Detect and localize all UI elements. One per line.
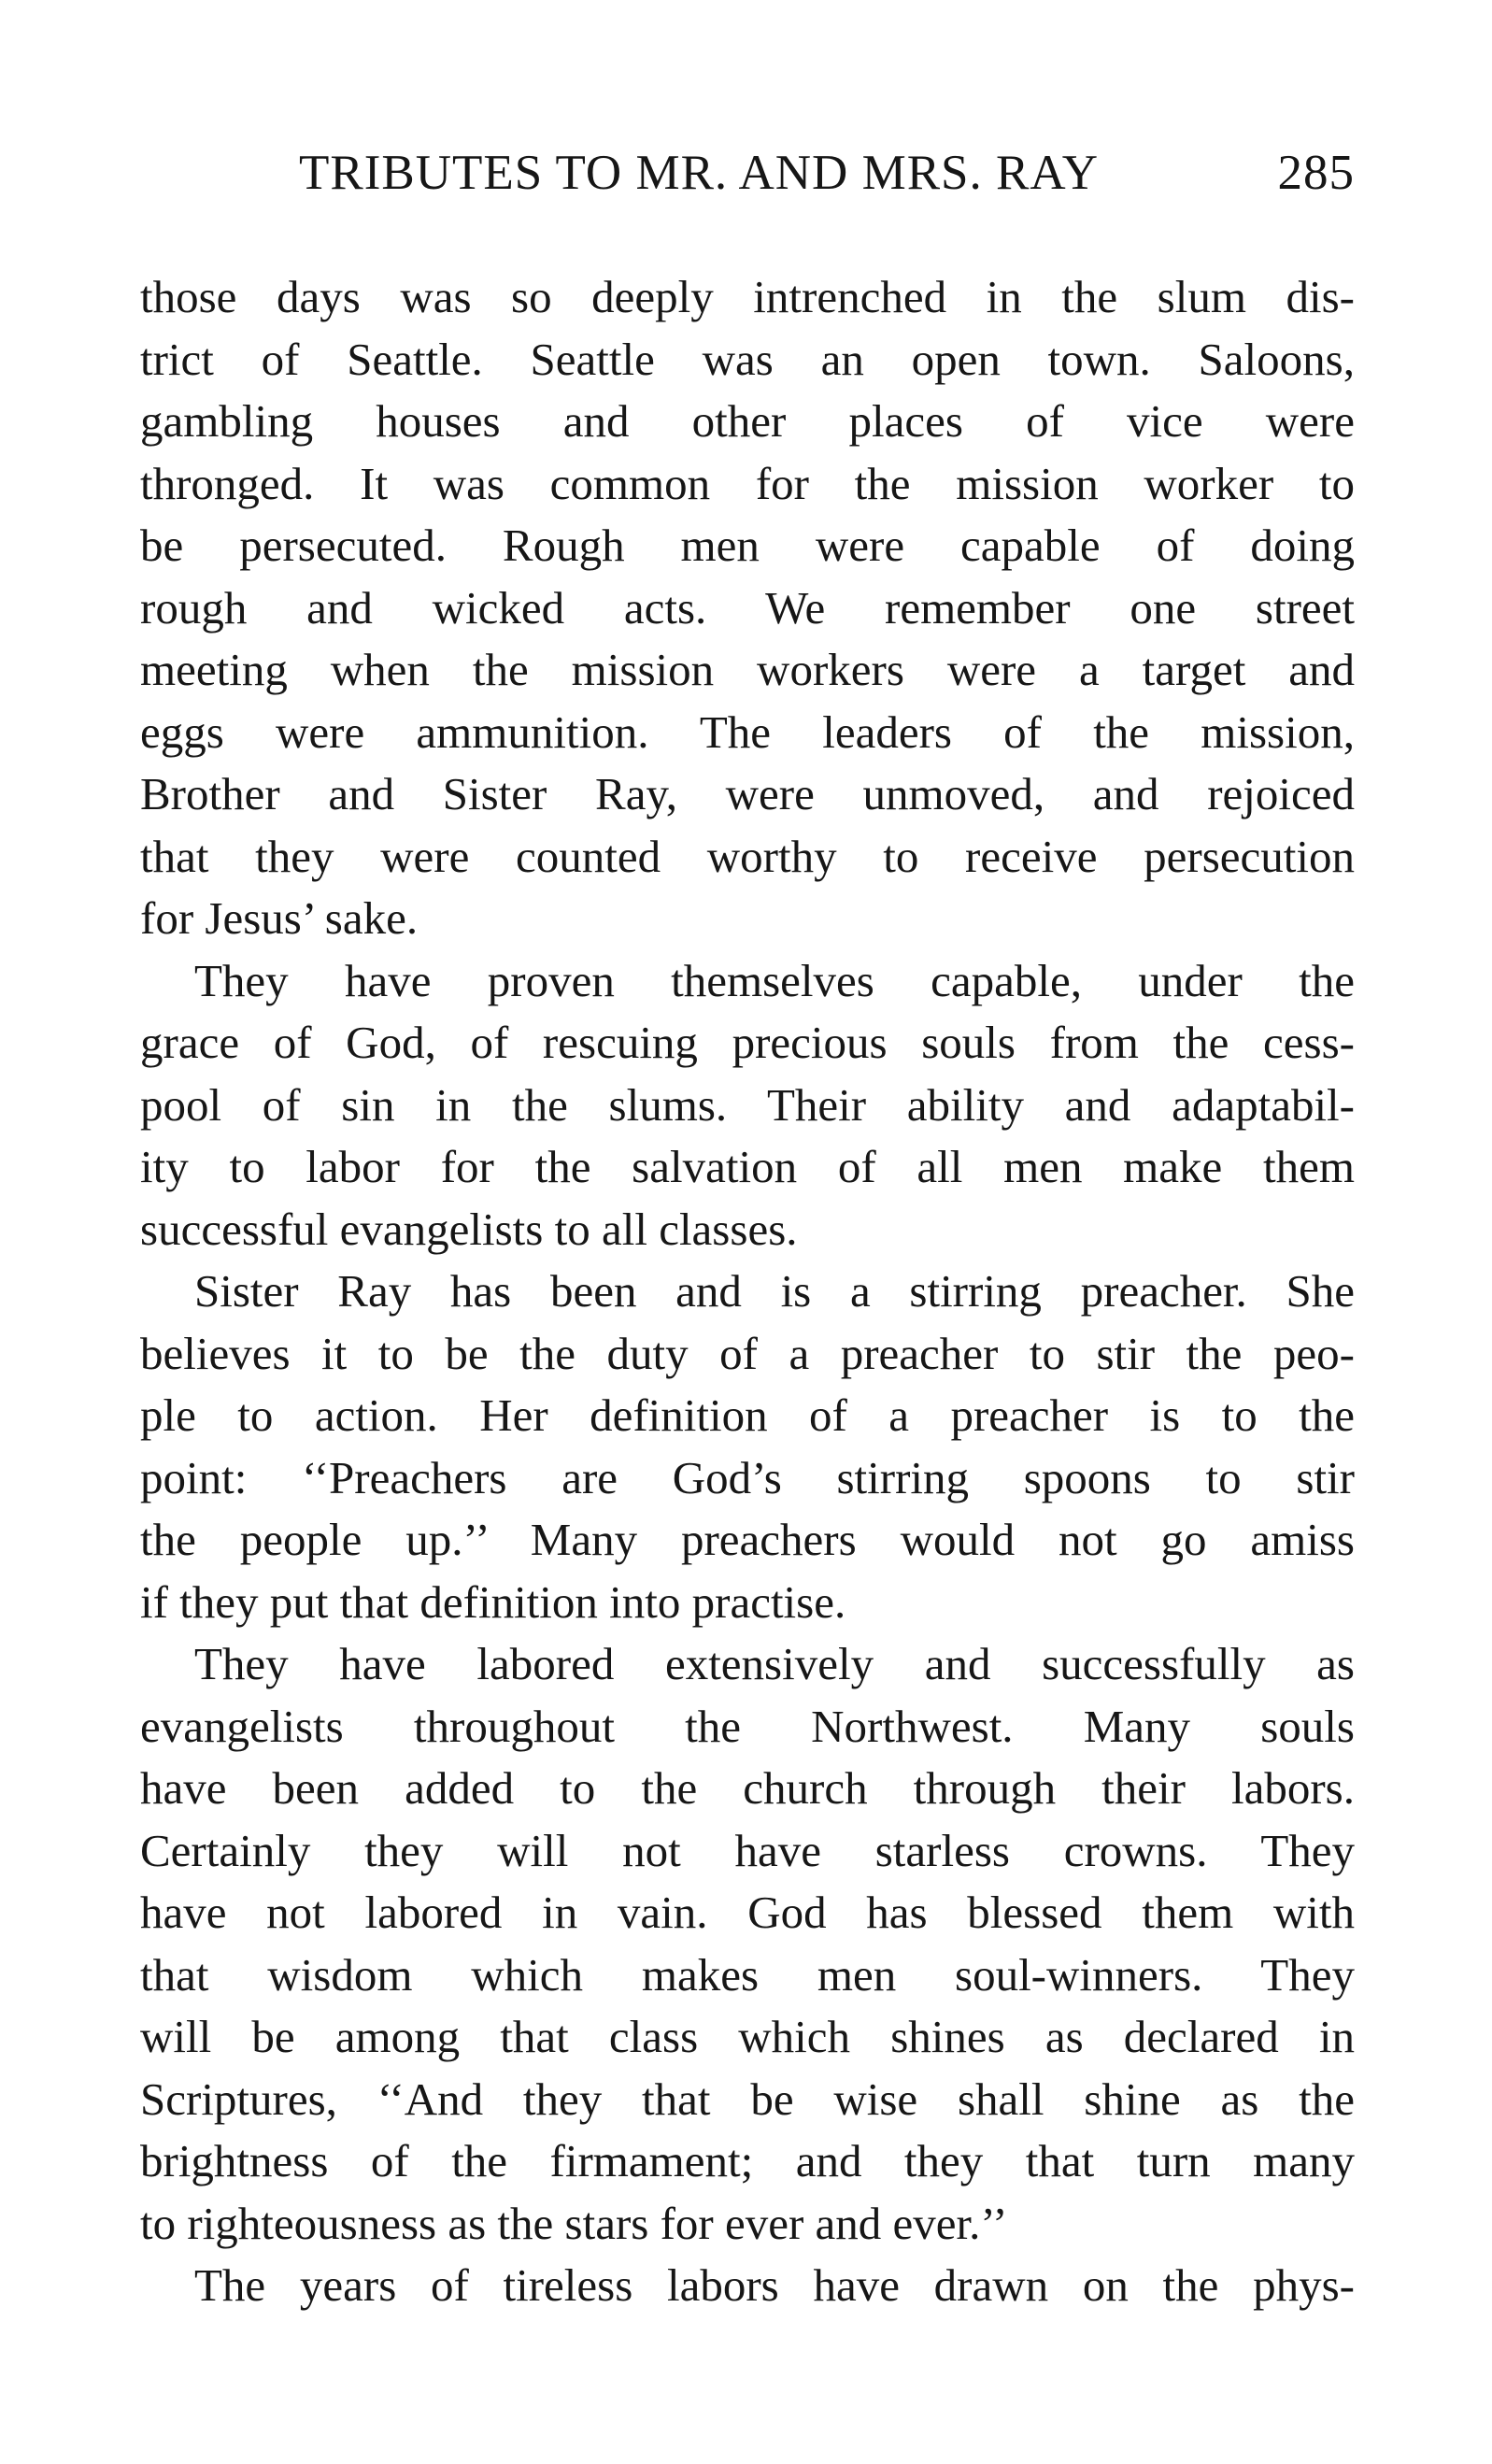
text-line: thronged. It was common for the mission worker to [140,457,1355,509]
text-line: They have labored extensively and successfully as [194,1638,1355,1689]
book-page [140,140,1355,2317]
paragraph [140,266,1355,950]
text-line: grace of God, of rescuing precious souls from the cess- [140,1017,1355,1068]
text-line: meeting when the mission workers were a target and [140,644,1355,695]
text-line: be persecuted. Rough men were capable of doing [140,520,1355,571]
text-line: They have proven themselves capable, under the [194,954,1355,1006]
text-line: have been added to the church through their labors. [140,1762,1355,1814]
text-line: if they put that definition into practise. [140,1575,846,1628]
text-line: ity to labor for the salvation of all men make them [140,1141,1355,1192]
paragraph [140,950,1355,1261]
text-line: trict of Seattle. Seattle was an open town. Saloons, [140,333,1355,385]
text-line: have not labored in vain. God has blessed them with [140,1887,1355,1938]
running-head [140,140,1355,206]
text-line: those days was so deeply intrenched in the slum dis- [140,271,1355,322]
text-line: pool of sin in the slums. Their ability and adaptabil- [140,1078,1355,1131]
text-line: gambling houses and other places of vice were [140,395,1355,447]
running-title: TRIBUTES TO MR. AND MRS. RAY [299,146,1100,200]
page-number: 285 [1277,146,1355,200]
text-line: ple to action. Her definition of a preacher is to the [140,1389,1355,1441]
text-line: rough and wicked acts. We remember one street [140,581,1355,634]
text-line: Brother and Sister Ray, were unmoved, and rejoiced [140,768,1355,819]
text-line: Scriptures, ‘‘And they that be wise shall shine as the [140,2072,1355,2125]
text-line: to righteousness as the stars for ever and ever.’’ [140,2197,1008,2249]
text-line: that they were counted worthy to receive persecution [140,830,1355,882]
text-line: evangelists throughout the Northwest. Many souls [140,1700,1355,1752]
text-line: the people up.’’ Many preachers would not go amiss [140,1514,1355,1565]
body-text [140,266,1355,2317]
text-line: that wisdom which makes men soul-winners. They [140,1948,1355,2001]
text-line: The years of tireless labors have drawn on the phys- [194,2259,1355,2311]
text-line: point: ‘‘Preachers are God’s stirring spoons to stir [140,1451,1355,1503]
paragraph [140,1633,1355,2255]
text-line: eggs were ammunition. The leaders of the mission, [140,705,1355,758]
text-line: Certainly they will not have starless crowns. They [140,1824,1355,1876]
text-line: successful evangelists to all classes. [140,1203,798,1255]
paragraph [140,1260,1355,1633]
text-line: believes it to be the duty of a preacher to stir the peo- [140,1327,1355,1379]
text-line: for Jesus’ sake. [140,892,419,944]
text-line: will be among that class which shines as declared in [140,2011,1355,2062]
text-line: brightness of the firmament; and they that turn many [140,2135,1355,2186]
paragraph [140,2255,1355,2317]
text-line: Sister Ray has been and is a stirring preacher. She [194,1265,1355,1317]
